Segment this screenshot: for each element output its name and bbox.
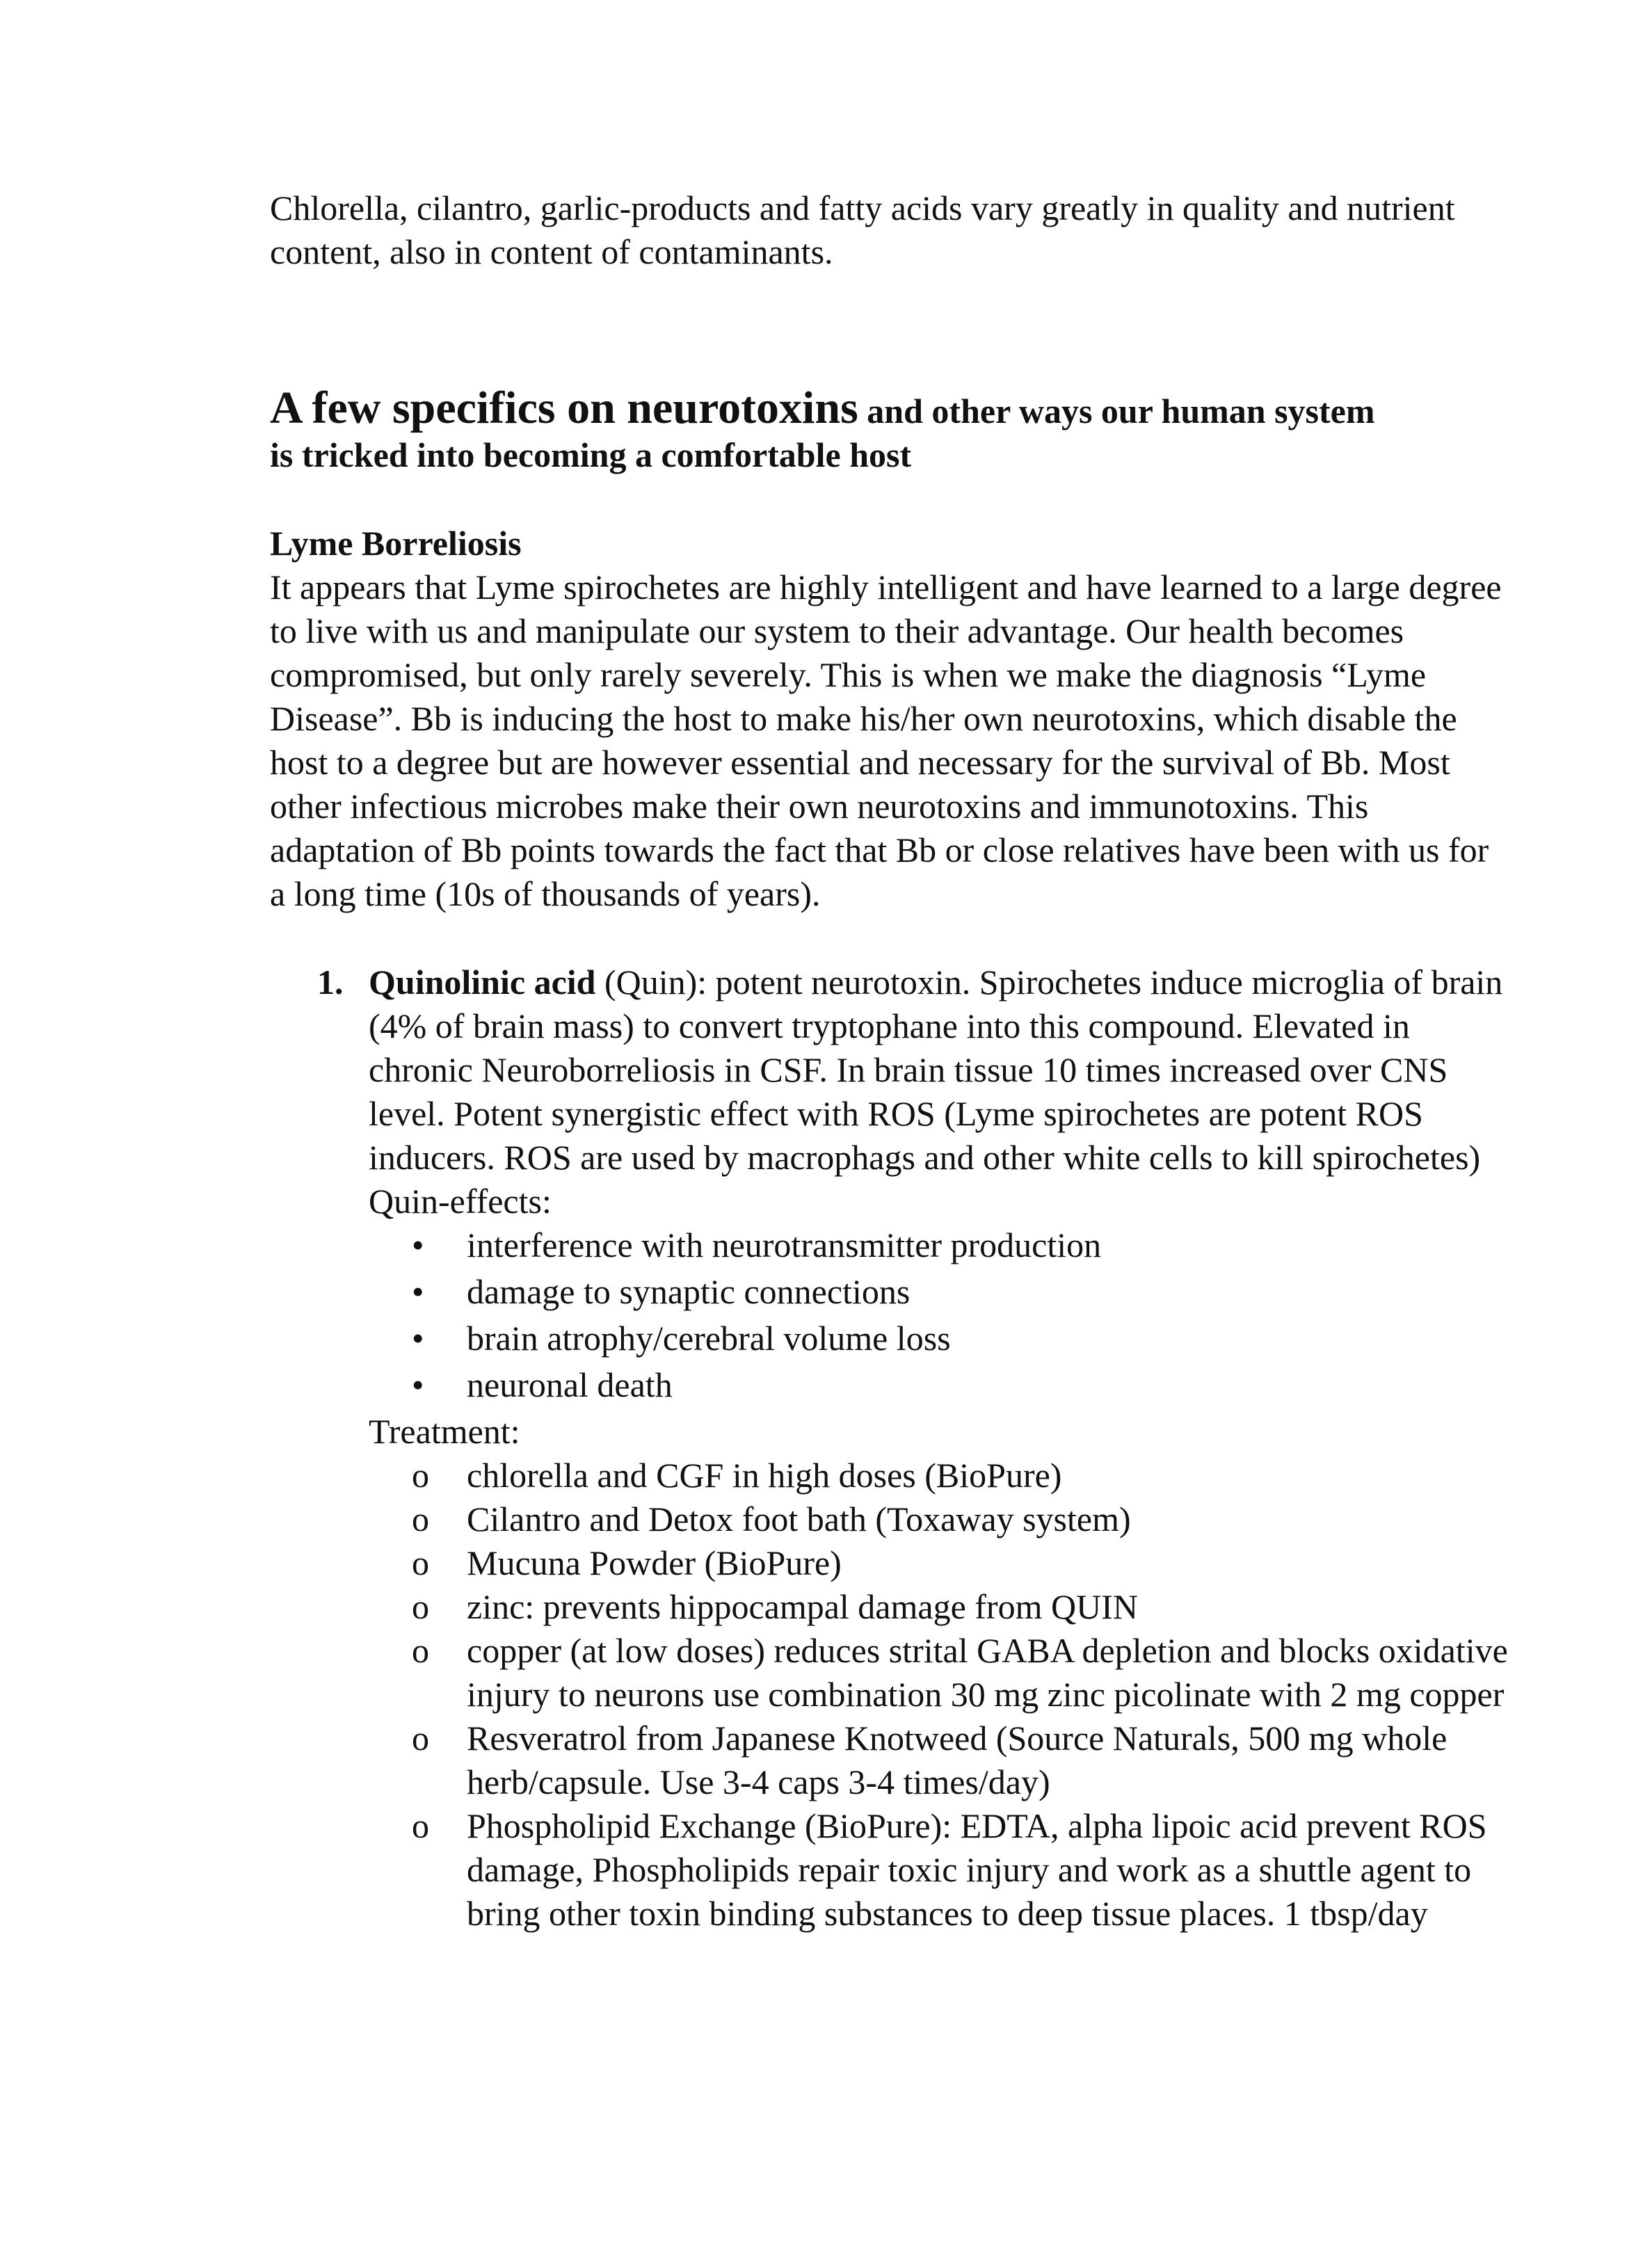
item-1-term: Quinolinic acid (369, 963, 596, 1002)
item-1-text (369, 961, 1508, 1180)
bullet-icon: • (412, 1319, 424, 1358)
bullet-icon: • (412, 1226, 424, 1264)
page-content (270, 186, 1508, 1936)
list-item: • interference with neurotransmitter production (369, 1223, 1508, 1267)
circle-bullet-icon: o (412, 1500, 429, 1538)
list-item: o Cilantro and Detox foot bath (Toxaway system) (369, 1497, 1508, 1541)
circle-bullet-icon: o (412, 1631, 429, 1670)
effects-list (369, 1223, 1508, 1407)
section-heading (270, 384, 1508, 477)
list-item: o Resveratrol from Japanese Knotweed (Source Naturals, 500 mg whole herb/capsule. Use 3-4 caps 3-4 times/day) (369, 1717, 1508, 1804)
list-item: • brain atrophy/cerebral volume loss (369, 1317, 1508, 1360)
circle-bullet-icon: o (412, 1806, 429, 1845)
list-item: o copper (at low doses) reduces strital GABA depletion and blocks oxidative injury to neurons use combination 30 mg zinc picolinate with 2 mg copper (369, 1629, 1508, 1717)
bullet-icon: • (412, 1365, 424, 1404)
circle-bullet-icon: o (412, 1587, 429, 1626)
lyme-paragraph: It appears that Lyme spirochetes are highly intelligent and have learned to a large degree to live with us and manipulate our system to their advantage. Our health becomes compromised, but only rarely severely. This is when we make the diagnosis “Lyme Disease”. Bb is inducing the host to make his/her own neurotoxins, which disable the host to a degree but are however essential and necessary for the survival of Bb. Most other infectious microbes make their own neurotoxins and immunotoxins. This adaptation of Bb points towards the fact that Bb or close relatives have been with us for a long time (10s of thousands of years). (270, 568, 1502, 913)
list-item: • neuronal death (369, 1363, 1508, 1407)
numbered-item-1 (270, 961, 1508, 1936)
effects-label: Quin-effects: (369, 1182, 552, 1221)
list-item: o Mucuna Powder (BioPure) (369, 1541, 1508, 1585)
section-heading-line2: is tricked into becoming a comfortable host (270, 435, 912, 474)
treatment-list (369, 1454, 1508, 1936)
list-item: o zinc: prevents hippocampal damage from QUIN (369, 1585, 1508, 1629)
item-number: 1. (317, 963, 344, 1002)
section-heading-rest: and other ways our human system (858, 392, 1375, 431)
bullet-icon: • (412, 1272, 424, 1311)
treatment-label: Treatment: (369, 1412, 520, 1451)
circle-bullet-icon: o (412, 1719, 429, 1758)
circle-bullet-icon: o (412, 1456, 429, 1495)
list-item: o Phospholipid Exchange (BioPure): EDTA, alpha lipoic acid prevent ROS damage, Phospholipids repair toxic injury and work as a shuttle agent to bring other toxin binding substances to deep tissue places. 1 tbsp/day (369, 1804, 1508, 1936)
list-item: o chlorella and CGF in high doses (BioPure) (369, 1454, 1508, 1497)
circle-bullet-icon: o (412, 1543, 429, 1582)
section-heading-main: A few specifics on neurotoxins (270, 383, 858, 433)
intro-paragraph: Chlorella, cilantro, garlic-products and fatty acids vary greatly in quality and nutrient content, also in content of contaminants. (270, 188, 1455, 271)
list-item: • damage to synaptic connections (369, 1270, 1508, 1314)
subsection-title: Lyme Borreliosis (270, 524, 522, 563)
item-1-description: (Quin): potent neurotoxin. Spirochetes induce microglia of brain (4% of brain mass) to convert tryptophane into this compound. Elevated in chronic Neuroborreliosis in CSF. In brain tissue 10 times increased over CNS level. Potent synergistic effect with ROS (Lyme spirochetes are potent ROS inducers. ROS are used by macrophags and other white cells to kill spirochetes) (369, 963, 1503, 1177)
